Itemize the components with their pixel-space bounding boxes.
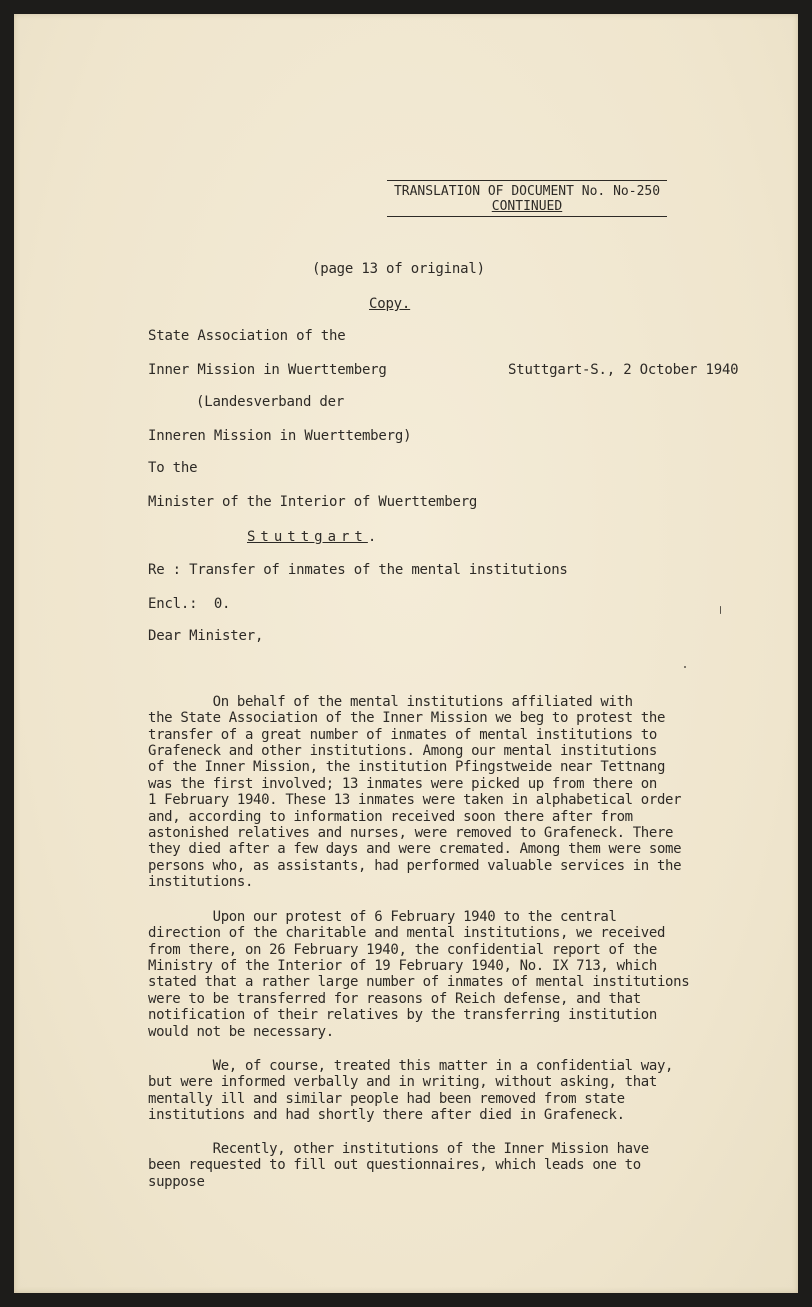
recipient-city: Stuttgart. [247,529,377,545]
body-paragraph-3: We, of course, treated this matter in a confidential way, but were informed verbally and in writing, without asking, that mentally ill and similar people had been removed from state institutions and had shortly there after died in Grafeneck. [148,1057,674,1124]
ink-speck [684,666,686,668]
translation-title: TRANSLATION OF DOCUMENT No. No-250 [393,184,661,199]
sender-line-4: Inneren Mission in Wuerttemberg) [148,428,412,444]
recipient-to: To the [148,460,198,476]
enclosures: Encl.: 0. [148,596,231,612]
copy-label: Copy. [369,296,411,312]
place-date: Stuttgart-S., 2 October 1940 [508,362,739,378]
sender-line-1: State Association of the [148,328,346,344]
salutation: Dear Minister, [148,628,264,644]
sender-line-3: (Landesverband der [196,394,345,410]
body-paragraph-1: On behalf of the mental institutions affiliated with the State Association of the Inner Mission we beg to protest the transfer of a great number of inmates of mental institutions to Grafeneck and other institutions. Among our mental institutions of the Inner Mission, the institution Pfingstweide near Tettnang was the first involved; 13 inmates were picked up from there on 1 February 1940. These 13 inmates were taken in alphabetical order and, according to information received soon there after from astonished relatives and nurses, were removed to Grafeneck. There they died after a few days and were cremated. Among them were some persons who, as assistants, had performed valuable services in the institutions. [148,693,682,891]
ink-speck [720,606,721,614]
document-header [387,180,667,217]
page-reference: (page 13 of original) [312,261,485,277]
recipient-name: Minister of the Interior of Wuerttemberg [148,494,478,510]
subject-line: Re : Transfer of inmates of the mental institutions [148,562,568,578]
body-paragraph-4: Recently, other institutions of the Inner Mission have been requested to fill out questionnaires, which leads one to suppose [148,1140,649,1190]
sender-line-2: Inner Mission in Wuerttemberg [148,362,387,378]
continued-label: CONTINUED [491,199,563,214]
body-paragraph-2: Upon our protest of 6 February 1940 to the central direction of the charitable and mental institutions, we received from there, on 26 February 1940, the confidential report of the Ministry of the Interior of 19 February 1940, No. IX 713, which stated that a rather large number of inmates of mental institutions were to be transferred for reasons of Reich defense, and that notification of their relatives by the transferring institution would not be necessary. [148,908,690,1040]
